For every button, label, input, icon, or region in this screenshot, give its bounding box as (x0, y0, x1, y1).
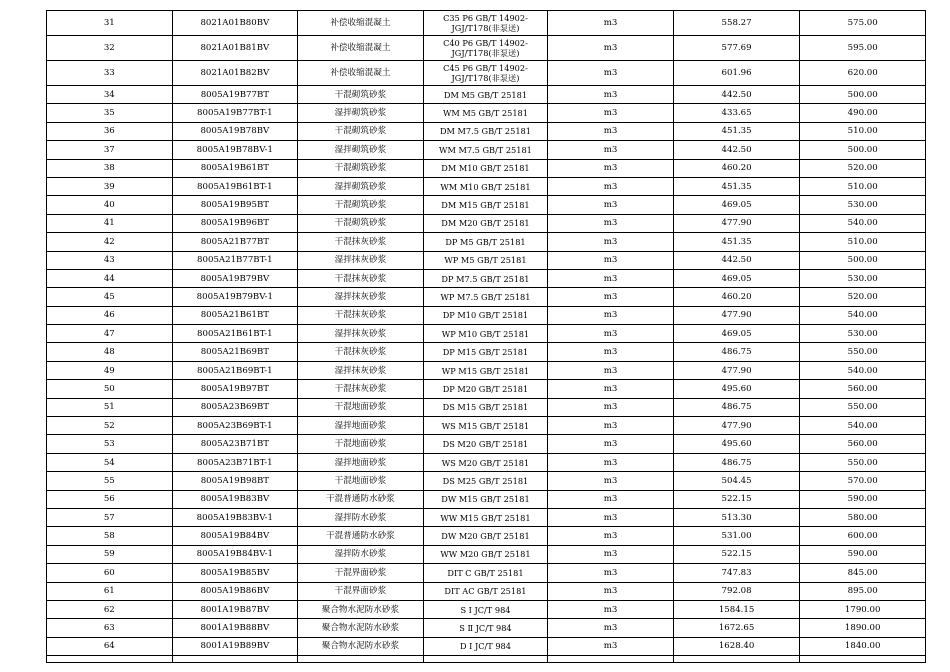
price-incl-tax-cell: 550.00 (800, 398, 926, 416)
table-row (47, 306, 926, 324)
material-code-cell: 8005A19B95BT (172, 196, 298, 214)
specification-cell: DIT AC GB/T 25181 (423, 582, 548, 600)
table-row (47, 435, 926, 453)
material-code-cell: 8005A19B61BT-1 (172, 177, 298, 195)
unit-cell: m3 (548, 380, 674, 398)
specification-cell: WW M15 GB/T 25181 (423, 508, 548, 526)
specification-cell: DP M20 GB/T 25181 (423, 380, 548, 398)
price-excl-tax-cell: 1584.15 (673, 600, 800, 618)
price-incl-tax-cell: 560.00 (800, 380, 926, 398)
table-row (47, 141, 926, 159)
specification-cell: C40 P6 GB/T 14902-JGJ/T178(非泵送) (423, 36, 548, 61)
row-number-cell: 50 (47, 380, 173, 398)
material-code-cell: 8005A21B69BT-1 (172, 361, 298, 379)
row-number-cell: 41 (47, 214, 173, 232)
price-excl-tax-cell: 477.90 (673, 361, 800, 379)
unit-cell: m3 (548, 619, 674, 637)
row-number-cell: 62 (47, 600, 173, 618)
unit-cell: m3 (548, 564, 674, 582)
material-code-cell: 8005A21B61BT (172, 306, 298, 324)
material-code-cell: 8021A01B82BV (172, 61, 298, 86)
table-row-partial (47, 656, 926, 663)
material-code-cell: 8001A19B88BV (172, 619, 298, 637)
table-row (47, 398, 926, 416)
table-row (47, 527, 926, 545)
specification-cell: DS M20 GB/T 25181 (423, 435, 548, 453)
price-incl-tax-cell: 1890.00 (800, 619, 926, 637)
price-excl-tax-cell: 495.60 (673, 435, 800, 453)
material-code-cell: 8005A19B84BV (172, 527, 298, 545)
table-row (47, 472, 926, 490)
row-number-cell: 36 (47, 122, 173, 140)
price-excl-tax-cell: 1628.40 (673, 637, 800, 655)
unit-cell: m3 (548, 417, 674, 435)
material-name-cell: 干混抹灰砂浆 (298, 233, 424, 251)
price-excl-tax-cell: 433.65 (673, 104, 800, 122)
price-incl-tax-cell: 590.00 (800, 545, 926, 563)
specification-cell: WP M15 GB/T 25181 (423, 361, 548, 379)
price-incl-tax-cell: 490.00 (800, 104, 926, 122)
material-name-cell: 湿拌砌筑砂浆 (298, 177, 424, 195)
material-name-cell: 补偿收缩混凝土 (298, 36, 424, 61)
price-table-body (47, 11, 926, 663)
material-code-cell: 8021A01B80BV (172, 11, 298, 36)
price-excl-tax-cell: 531.00 (673, 527, 800, 545)
row-number-cell: 44 (47, 269, 173, 287)
price-excl-tax-cell: 486.75 (673, 398, 800, 416)
price-incl-tax-cell: 550.00 (800, 343, 926, 361)
price-excl-tax-cell: 558.27 (673, 11, 800, 36)
specification-cell: DIT C GB/T 25181 (423, 564, 548, 582)
unit-cell: m3 (548, 398, 674, 416)
price-excl-tax-cell: 451.35 (673, 233, 800, 251)
specification-cell: WP M10 GB/T 25181 (423, 325, 548, 343)
table-row (47, 233, 926, 251)
material-name-cell: 湿拌抹灰砂浆 (298, 325, 424, 343)
price-excl-tax-cell: 451.35 (673, 122, 800, 140)
price-incl-tax-cell: 500.00 (800, 86, 926, 104)
table-row (47, 508, 926, 526)
row-number-cell: 33 (47, 61, 173, 86)
material-code-cell: 8001A19B87BV (172, 600, 298, 618)
material-code-cell: 8005A19B78BV-1 (172, 141, 298, 159)
specification-cell: DP M5 GB/T 25181 (423, 233, 548, 251)
row-number-cell: 43 (47, 251, 173, 269)
material-code-cell: 8005A21B61BT-1 (172, 325, 298, 343)
table-row (47, 86, 926, 104)
specification-cell: WM M10 GB/T 25181 (423, 177, 548, 195)
table-row (47, 600, 926, 618)
material-name-cell: 聚合物水泥防水砂浆 (298, 637, 424, 655)
material-code-cell: 8001A19B89BV (172, 637, 298, 655)
price-incl-tax-cell: 595.00 (800, 36, 926, 61)
empty-cell (298, 656, 424, 663)
material-name-cell: 聚合物水泥防水砂浆 (298, 600, 424, 618)
price-excl-tax-cell: 469.05 (673, 269, 800, 287)
table-row (47, 196, 926, 214)
row-number-cell: 39 (47, 177, 173, 195)
price-excl-tax-cell: 486.75 (673, 343, 800, 361)
material-name-cell: 湿拌地面砂浆 (298, 417, 424, 435)
material-code-cell: 8005A19B77BT-1 (172, 104, 298, 122)
unit-cell: m3 (548, 177, 674, 195)
row-number-cell: 46 (47, 306, 173, 324)
material-code-cell: 8005A19B83BV (172, 490, 298, 508)
price-incl-tax-cell: 845.00 (800, 564, 926, 582)
row-number-cell: 47 (47, 325, 173, 343)
unit-cell: m3 (548, 61, 674, 86)
price-excl-tax-cell: 504.45 (673, 472, 800, 490)
unit-cell: m3 (548, 508, 674, 526)
row-number-cell: 51 (47, 398, 173, 416)
material-name-cell: 干混砌筑砂浆 (298, 159, 424, 177)
price-excl-tax-cell: 442.50 (673, 141, 800, 159)
row-number-cell: 32 (47, 36, 173, 61)
specification-cell: DP M15 GB/T 25181 (423, 343, 548, 361)
specification-cell: WM M7.5 GB/T 25181 (423, 141, 548, 159)
price-incl-tax-cell: 540.00 (800, 214, 926, 232)
material-name-cell: 干混普通防水砂浆 (298, 527, 424, 545)
table-row (47, 637, 926, 655)
row-number-cell: 60 (47, 564, 173, 582)
empty-cell (548, 656, 674, 663)
price-incl-tax-cell: 530.00 (800, 325, 926, 343)
row-number-cell: 63 (47, 619, 173, 637)
row-number-cell: 48 (47, 343, 173, 361)
empty-cell (423, 656, 548, 663)
unit-cell: m3 (548, 36, 674, 61)
material-name-cell: 湿拌抹灰砂浆 (298, 361, 424, 379)
price-incl-tax-cell: 520.00 (800, 288, 926, 306)
table-row (47, 159, 926, 177)
material-name-cell: 湿拌抹灰砂浆 (298, 288, 424, 306)
unit-cell: m3 (548, 159, 674, 177)
unit-cell: m3 (548, 233, 674, 251)
price-incl-tax-cell: 550.00 (800, 453, 926, 471)
table-row (47, 325, 926, 343)
row-number-cell: 49 (47, 361, 173, 379)
material-code-cell: 8005A21B77BT-1 (172, 251, 298, 269)
row-number-cell: 54 (47, 453, 173, 471)
material-name-cell: 干混砌筑砂浆 (298, 86, 424, 104)
material-name-cell: 干混砌筑砂浆 (298, 196, 424, 214)
price-incl-tax-cell: 540.00 (800, 417, 926, 435)
specification-cell: WS M20 GB/T 25181 (423, 453, 548, 471)
row-number-cell: 59 (47, 545, 173, 563)
unit-cell: m3 (548, 600, 674, 618)
price-excl-tax-cell: 442.50 (673, 251, 800, 269)
material-code-cell: 8005A19B97BT (172, 380, 298, 398)
unit-cell: m3 (548, 435, 674, 453)
material-name-cell: 干混砌筑砂浆 (298, 122, 424, 140)
price-incl-tax-cell: 510.00 (800, 122, 926, 140)
unit-cell: m3 (548, 122, 674, 140)
price-incl-tax-cell: 560.00 (800, 435, 926, 453)
specification-cell: WM M5 GB/T 25181 (423, 104, 548, 122)
table-row (47, 545, 926, 563)
material-name-cell: 湿拌防水砂浆 (298, 545, 424, 563)
specification-cell: WS M15 GB/T 25181 (423, 417, 548, 435)
unit-cell: m3 (548, 104, 674, 122)
unit-cell: m3 (548, 361, 674, 379)
row-number-cell: 57 (47, 508, 173, 526)
specification-cell: C35 P6 GB/T 14902-JGJ/T178(非泵送) (423, 11, 548, 36)
material-code-cell: 8005A19B85BV (172, 564, 298, 582)
price-excl-tax-cell: 460.20 (673, 159, 800, 177)
price-excl-tax-cell: 469.05 (673, 325, 800, 343)
specification-cell: S Ⅰ JC/T 984 (423, 600, 548, 618)
price-incl-tax-cell: 1840.00 (800, 637, 926, 655)
unit-cell: m3 (548, 141, 674, 159)
unit-cell: m3 (548, 453, 674, 471)
price-incl-tax-cell: 530.00 (800, 196, 926, 214)
material-name-cell: 干混抹灰砂浆 (298, 380, 424, 398)
material-code-cell: 8005A21B77BT (172, 233, 298, 251)
unit-cell: m3 (548, 637, 674, 655)
price-incl-tax-cell: 540.00 (800, 361, 926, 379)
price-incl-tax-cell: 570.00 (800, 472, 926, 490)
unit-cell: m3 (548, 472, 674, 490)
row-number-cell: 53 (47, 435, 173, 453)
material-code-cell: 8005A23B69BT (172, 398, 298, 416)
row-number-cell: 42 (47, 233, 173, 251)
table-row (47, 564, 926, 582)
table-row (47, 453, 926, 471)
material-code-cell: 8005A21B69BT (172, 343, 298, 361)
specification-cell: DM M10 GB/T 25181 (423, 159, 548, 177)
specification-cell: DS M15 GB/T 25181 (423, 398, 548, 416)
table-row (47, 61, 926, 86)
material-code-cell: 8005A19B83BV-1 (172, 508, 298, 526)
price-incl-tax-cell: 580.00 (800, 508, 926, 526)
specification-cell: DM M7.5 GB/T 25181 (423, 122, 548, 140)
material-code-cell: 8005A23B71BT (172, 435, 298, 453)
material-code-cell: 8005A19B98BT (172, 472, 298, 490)
specification-cell: WP M7.5 GB/T 25181 (423, 288, 548, 306)
unit-cell: m3 (548, 306, 674, 324)
row-number-cell: 58 (47, 527, 173, 545)
price-excl-tax-cell: 577.69 (673, 36, 800, 61)
material-name-cell: 干混抹灰砂浆 (298, 343, 424, 361)
material-name-cell: 干混地面砂浆 (298, 472, 424, 490)
material-code-cell: 8005A19B78BV (172, 122, 298, 140)
material-name-cell: 干混地面砂浆 (298, 398, 424, 416)
unit-cell: m3 (548, 490, 674, 508)
material-name-cell: 湿拌地面砂浆 (298, 453, 424, 471)
unit-cell: m3 (548, 582, 674, 600)
material-name-cell: 补偿收缩混凝土 (298, 11, 424, 36)
price-excl-tax-cell: 460.20 (673, 288, 800, 306)
price-incl-tax-cell: 895.00 (800, 582, 926, 600)
material-name-cell: 干混地面砂浆 (298, 435, 424, 453)
material-name-cell: 湿拌防水砂浆 (298, 508, 424, 526)
price-excl-tax-cell: 601.96 (673, 61, 800, 86)
table-row (47, 122, 926, 140)
material-code-cell: 8005A19B96BT (172, 214, 298, 232)
price-incl-tax-cell: 520.00 (800, 159, 926, 177)
price-excl-tax-cell: 477.90 (673, 306, 800, 324)
material-name-cell: 干混普通防水砂浆 (298, 490, 424, 508)
price-excl-tax-cell: 469.05 (673, 196, 800, 214)
material-name-cell: 聚合物水泥防水砂浆 (298, 619, 424, 637)
row-number-cell: 56 (47, 490, 173, 508)
specification-cell: DW M15 GB/T 25181 (423, 490, 548, 508)
table-row (47, 619, 926, 637)
row-number-cell: 45 (47, 288, 173, 306)
specification-cell: WP M5 GB/T 25181 (423, 251, 548, 269)
row-number-cell: 61 (47, 582, 173, 600)
specification-cell: DP M10 GB/T 25181 (423, 306, 548, 324)
price-excl-tax-cell: 495.60 (673, 380, 800, 398)
material-code-cell: 8021A01B81BV (172, 36, 298, 61)
specification-cell: DM M15 GB/T 25181 (423, 196, 548, 214)
specification-cell: DW M20 GB/T 25181 (423, 527, 548, 545)
unit-cell: m3 (548, 325, 674, 343)
price-incl-tax-cell: 540.00 (800, 306, 926, 324)
price-incl-tax-cell: 1790.00 (800, 600, 926, 618)
table-row (47, 417, 926, 435)
empty-cell (172, 656, 298, 663)
row-number-cell: 40 (47, 196, 173, 214)
table-row (47, 36, 926, 61)
empty-cell (800, 656, 926, 663)
table-row (47, 380, 926, 398)
price-excl-tax-cell: 1672.65 (673, 619, 800, 637)
unit-cell: m3 (548, 545, 674, 563)
material-name-cell: 干混界面砂浆 (298, 564, 424, 582)
material-code-cell: 8005A19B84BV-1 (172, 545, 298, 563)
unit-cell: m3 (548, 196, 674, 214)
material-code-cell: 8005A19B86BV (172, 582, 298, 600)
specification-cell: DP M7.5 GB/T 25181 (423, 269, 548, 287)
material-name-cell: 补偿收缩混凝土 (298, 61, 424, 86)
material-name-cell: 湿拌抹灰砂浆 (298, 251, 424, 269)
material-code-cell: 8005A23B71BT-1 (172, 453, 298, 471)
table-row (47, 177, 926, 195)
price-incl-tax-cell: 620.00 (800, 61, 926, 86)
specification-cell: D Ⅰ JC/T 984 (423, 637, 548, 655)
specification-cell: DS M25 GB/T 25181 (423, 472, 548, 490)
table-row (47, 11, 926, 36)
row-number-cell: 35 (47, 104, 173, 122)
price-excl-tax-cell: 451.35 (673, 177, 800, 195)
material-code-cell: 8005A19B61BT (172, 159, 298, 177)
unit-cell: m3 (548, 288, 674, 306)
table-row (47, 288, 926, 306)
row-number-cell: 34 (47, 86, 173, 104)
price-incl-tax-cell: 530.00 (800, 269, 926, 287)
table-row (47, 343, 926, 361)
material-name-cell: 干混抹灰砂浆 (298, 306, 424, 324)
price-excl-tax-cell: 522.15 (673, 490, 800, 508)
table-row (47, 104, 926, 122)
unit-cell: m3 (548, 86, 674, 104)
price-incl-tax-cell: 590.00 (800, 490, 926, 508)
table-row (47, 582, 926, 600)
specification-cell: WW M20 GB/T 25181 (423, 545, 548, 563)
unit-cell: m3 (548, 11, 674, 36)
empty-cell (673, 656, 800, 663)
price-excl-tax-cell: 477.90 (673, 214, 800, 232)
specification-cell: S Ⅱ JC/T 984 (423, 619, 548, 637)
table-row (47, 361, 926, 379)
specification-cell: DM M5 GB/T 25181 (423, 86, 548, 104)
table-row (47, 251, 926, 269)
material-code-cell: 8005A19B77BT (172, 86, 298, 104)
price-incl-tax-cell: 510.00 (800, 233, 926, 251)
table-row (47, 214, 926, 232)
material-code-cell: 8005A19B79BV-1 (172, 288, 298, 306)
price-incl-tax-cell: 575.00 (800, 11, 926, 36)
material-name-cell: 干混界面砂浆 (298, 582, 424, 600)
unit-cell: m3 (548, 343, 674, 361)
row-number-cell: 38 (47, 159, 173, 177)
unit-cell: m3 (548, 214, 674, 232)
material-code-cell: 8005A19B79BV (172, 269, 298, 287)
price-excl-tax-cell: 522.15 (673, 545, 800, 563)
material-code-cell: 8005A23B69BT-1 (172, 417, 298, 435)
empty-cell (47, 656, 173, 663)
material-name-cell: 干混抹灰砂浆 (298, 269, 424, 287)
price-excl-tax-cell: 513.30 (673, 508, 800, 526)
price-incl-tax-cell: 600.00 (800, 527, 926, 545)
price-table (46, 10, 926, 663)
price-excl-tax-cell: 477.90 (673, 417, 800, 435)
specification-cell: C45 P6 GB/T 14902-JGJ/T178(非泵送) (423, 61, 548, 86)
unit-cell: m3 (548, 251, 674, 269)
unit-cell: m3 (548, 269, 674, 287)
material-name-cell: 湿拌砌筑砂浆 (298, 141, 424, 159)
table-row (47, 269, 926, 287)
row-number-cell: 55 (47, 472, 173, 490)
row-number-cell: 31 (47, 11, 173, 36)
row-number-cell: 52 (47, 417, 173, 435)
unit-cell: m3 (548, 527, 674, 545)
price-excl-tax-cell: 442.50 (673, 86, 800, 104)
price-incl-tax-cell: 500.00 (800, 251, 926, 269)
row-number-cell: 64 (47, 637, 173, 655)
price-excl-tax-cell: 792.08 (673, 582, 800, 600)
price-incl-tax-cell: 500.00 (800, 141, 926, 159)
material-name-cell: 干混砌筑砂浆 (298, 214, 424, 232)
table-row (47, 490, 926, 508)
price-incl-tax-cell: 510.00 (800, 177, 926, 195)
specification-cell: DM M20 GB/T 25181 (423, 214, 548, 232)
row-number-cell: 37 (47, 141, 173, 159)
material-name-cell: 湿拌砌筑砂浆 (298, 104, 424, 122)
price-excl-tax-cell: 486.75 (673, 453, 800, 471)
price-excl-tax-cell: 747.83 (673, 564, 800, 582)
